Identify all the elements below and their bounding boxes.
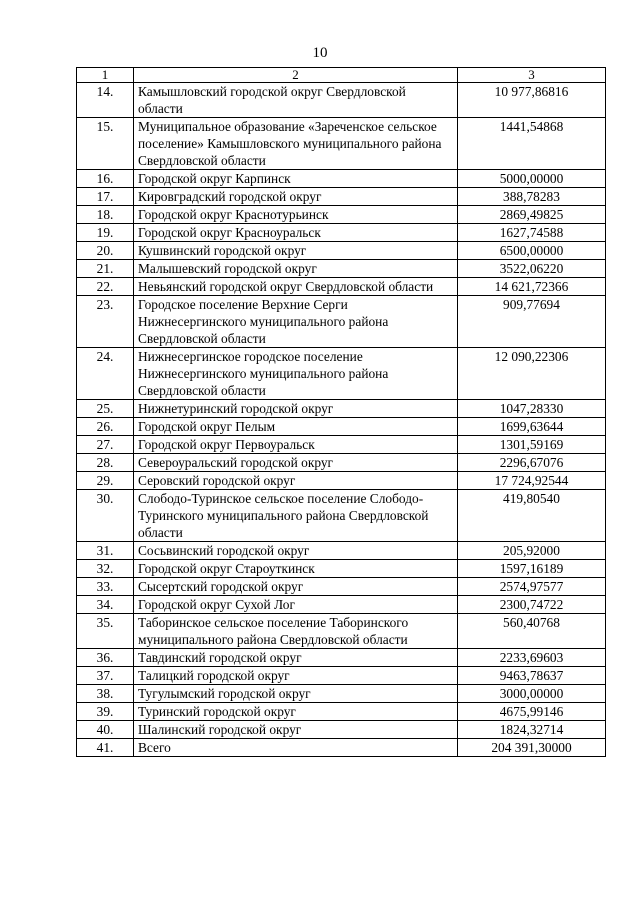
municipality-name: Таборинское сельское поселение Таборинского муниципального района Свердловской области [134,614,458,649]
municipality-name: Слободо-Туринское сельское поселение Слободо-Туринского муниципального района Свердловской области [134,490,458,542]
municipality-name: Муниципальное образование «Зареченское сельское поселение» Камышловского муниципального района Свердловской области [134,118,458,170]
header-cell-3: 3 [458,68,606,83]
table-row [77,188,606,206]
table-row [77,260,606,278]
row-number: 22. [77,278,134,296]
amount-value: 10 977,86816 [458,83,606,118]
amount-value: 2300,74722 [458,596,606,614]
row-number: 19. [77,224,134,242]
table-row [77,83,606,118]
municipality-name: Кушвинский городской округ [134,242,458,260]
header-cell-2: 2 [134,68,458,83]
amount-value: 2869,49825 [458,206,606,224]
municipality-name: Нижнесергинское городское поселение Нижнесергинского муниципального района Свердловской области [134,348,458,400]
amount-value: 1699,63644 [458,418,606,436]
row-number: 34. [77,596,134,614]
row-number: 37. [77,667,134,685]
amount-value: 388,78283 [458,188,606,206]
municipality-name: Туринский городской округ [134,703,458,721]
table-row [77,721,606,739]
municipality-name: Малышевский городской округ [134,260,458,278]
row-number: 14. [77,83,134,118]
amount-value: 17 724,92544 [458,472,606,490]
table-row [77,400,606,418]
amount-value: 2574,97577 [458,578,606,596]
row-number: 16. [77,170,134,188]
amount-value: 204 391,30000 [458,739,606,757]
municipality-name: Городской округ Сухой Лог [134,596,458,614]
row-number: 24. [77,348,134,400]
municipality-name: Городское поселение Верхние Серги Нижнесергинского муниципального района Свердловской области [134,296,458,348]
table-row [77,454,606,472]
municipality-name: Талицкий городской округ [134,667,458,685]
amount-value: 1441,54868 [458,118,606,170]
table-body [77,68,606,757]
municipality-name: Камышловский городской округ Свердловской области [134,83,458,118]
table-row [77,436,606,454]
row-number: 26. [77,418,134,436]
amount-value: 12 090,22306 [458,348,606,400]
row-number: 29. [77,472,134,490]
row-number: 27. [77,436,134,454]
table-row [77,560,606,578]
amount-value: 14 621,72366 [458,278,606,296]
municipality-name: Шалинский городской округ [134,721,458,739]
municipality-name: Городской округ Пелым [134,418,458,436]
municipality-name: Городской округ Краснотурьинск [134,206,458,224]
municipality-name: Североуральский городской округ [134,454,458,472]
table-row [77,170,606,188]
amount-value: 2233,69603 [458,649,606,667]
table-row [77,703,606,721]
table-row [77,649,606,667]
amount-value: 1597,16189 [458,560,606,578]
table-row [77,224,606,242]
row-number: 31. [77,542,134,560]
municipality-name: Тавдинский городской округ [134,649,458,667]
table-row [77,206,606,224]
row-number: 25. [77,400,134,418]
table-row [77,118,606,170]
header-cell-1: 1 [77,68,134,83]
row-number: 40. [77,721,134,739]
municipality-name: Серовский городской округ [134,472,458,490]
municipality-name: Кировградский городской округ [134,188,458,206]
row-number: 23. [77,296,134,348]
table-row [77,418,606,436]
amount-value: 9463,78637 [458,667,606,685]
municipality-name: Городской округ Первоуральск [134,436,458,454]
row-number: 36. [77,649,134,667]
row-number: 28. [77,454,134,472]
page-number: 10 [312,45,328,61]
table-header-row [77,68,606,83]
table-row [77,542,606,560]
row-number: 38. [77,685,134,703]
municipality-name: Городской округ Карпинск [134,170,458,188]
table-row [77,739,606,757]
amount-value: 909,77694 [458,296,606,348]
table-row [77,685,606,703]
table-row [77,278,606,296]
row-number: 15. [77,118,134,170]
row-number: 39. [77,703,134,721]
amount-value: 3522,06220 [458,260,606,278]
municipality-name: Городской округ Староуткинск [134,560,458,578]
allocation-table [76,67,606,757]
municipality-name: Городской округ Красноуральск [134,224,458,242]
table-row [77,242,606,260]
table-row [77,578,606,596]
municipality-name: Тугулымский городской округ [134,685,458,703]
amount-value: 2296,67076 [458,454,606,472]
row-number: 17. [77,188,134,206]
table-row [77,614,606,649]
table-row [77,348,606,400]
row-number: 18. [77,206,134,224]
amount-value: 1047,28330 [458,400,606,418]
municipality-name: Всего [134,739,458,757]
amount-value: 1824,32714 [458,721,606,739]
table-row [77,667,606,685]
amount-value: 560,40768 [458,614,606,649]
row-number: 41. [77,739,134,757]
amount-value: 1301,59169 [458,436,606,454]
amount-value: 419,80540 [458,490,606,542]
table-row [77,596,606,614]
amount-value: 1627,74588 [458,224,606,242]
municipality-name: Сосьвинский городской округ [134,542,458,560]
municipality-name: Невьянский городской округ Свердловской области [134,278,458,296]
amount-value: 5000,00000 [458,170,606,188]
amount-value: 4675,99146 [458,703,606,721]
amount-value: 6500,00000 [458,242,606,260]
table-row [77,296,606,348]
table-row [77,472,606,490]
amount-value: 205,92000 [458,542,606,560]
row-number: 35. [77,614,134,649]
municipality-name: Нижнетуринский городской округ [134,400,458,418]
row-number: 30. [77,490,134,542]
municipality-name: Сысертский городской округ [134,578,458,596]
row-number: 20. [77,242,134,260]
row-number: 32. [77,560,134,578]
table-row [77,490,606,542]
amount-value: 3000,00000 [458,685,606,703]
row-number: 33. [77,578,134,596]
row-number: 21. [77,260,134,278]
